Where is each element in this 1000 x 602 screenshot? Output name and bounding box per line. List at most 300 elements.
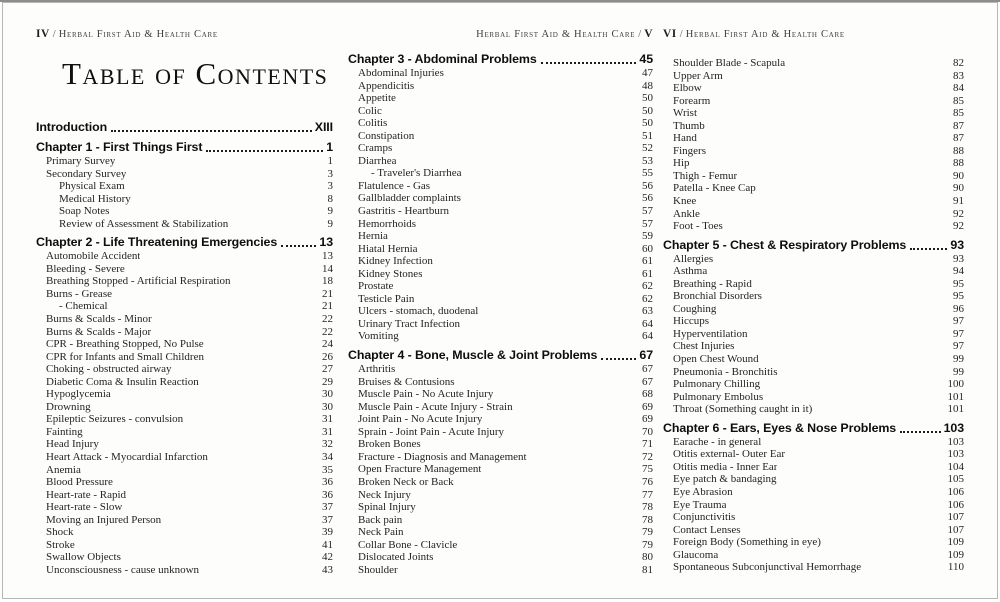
- toc-item-label: Soap Notes: [59, 205, 110, 218]
- toc-item-label: Sprain - Joint Pain - Acute Injury: [358, 425, 505, 438]
- toc-page-number: 13: [319, 235, 333, 250]
- toc-item-label: Thumb: [673, 119, 705, 132]
- toc-page-number: 45: [639, 52, 653, 66]
- toc-page-number: 101: [947, 403, 964, 416]
- toc-entry-row: [663, 486, 964, 499]
- toc-item-label: Glaucoma: [673, 548, 719, 561]
- toc-page-number: 97: [953, 340, 964, 353]
- toc-entry-row: [348, 130, 653, 143]
- toc-entry-row: [36, 205, 333, 218]
- toc-item-label: Pulmonary Chilling: [673, 378, 761, 391]
- toc-page-number: 67: [639, 348, 653, 363]
- running-header-right: [663, 28, 964, 41]
- toc-entry-row: [663, 107, 964, 120]
- toc-page-number: 37: [322, 501, 333, 514]
- toc-item-label: Otitis external- Outer Ear: [673, 448, 786, 461]
- toc-page-number: 61: [642, 267, 653, 280]
- toc-entry-row: [663, 253, 964, 266]
- toc-item-label: Eye patch & bandaging: [673, 473, 777, 486]
- toc-entry-row: [348, 426, 653, 439]
- toc-entry-row: [663, 378, 964, 391]
- toc-page-number: 69: [642, 400, 653, 413]
- toc-entry-row: [348, 67, 653, 80]
- toc-entry-row: [663, 403, 964, 416]
- toc-item-label: Open Fracture Management: [358, 463, 482, 476]
- toc-page-number: 87: [953, 132, 964, 145]
- toc-entry-row: [348, 268, 653, 281]
- toc-entry-row: [348, 192, 653, 205]
- toc-item-label: Primary Survey: [46, 155, 116, 167]
- toc-page-number: 35: [322, 463, 333, 476]
- toc-entry-row: [348, 451, 653, 464]
- toc-chapter-row: [348, 52, 653, 67]
- toc-item-label: Muscle Pain - No Acute Injury: [358, 388, 494, 401]
- toc-entry-row: [36, 514, 333, 527]
- dot-leader: [601, 358, 636, 360]
- toc-page-number: 3: [327, 180, 333, 193]
- toc-entry-row: [36, 263, 333, 276]
- toc-item-label: Ankle: [673, 207, 700, 220]
- toc-page-number: 39: [322, 526, 333, 539]
- toc-item-label: Appendicitis: [358, 79, 415, 92]
- toc-item-label: Fingers: [673, 144, 706, 157]
- toc-entry-row: [36, 539, 333, 552]
- toc-page-number: 107: [947, 511, 964, 524]
- toc-item-label: Introduction: [36, 120, 108, 134]
- running-title: Herbal First Aid & Health Care: [58, 29, 218, 40]
- running-header-middle: [348, 28, 653, 41]
- toc-item-label: Conjunctivitis: [673, 511, 736, 524]
- toc-page-number: 101: [947, 390, 964, 403]
- toc-entry-row: [348, 388, 653, 401]
- toc-entry-row: [348, 255, 653, 268]
- toc-page-number: 22: [322, 313, 333, 326]
- toc-page-number: 32: [322, 438, 333, 451]
- scan-top-edge: [0, 0, 1000, 2]
- toc-item-label: Elbow: [673, 82, 702, 95]
- toc-page-number: 30: [322, 388, 333, 401]
- toc-entry-row: [36, 351, 333, 364]
- toc-item-label: Secondary Survey: [46, 167, 127, 180]
- toc-entry-row: [36, 501, 333, 514]
- toc-page-number: 72: [642, 450, 653, 463]
- toc-entry-row: [348, 413, 653, 426]
- toc-entry-row: [348, 230, 653, 243]
- toc-entry-row: [348, 551, 653, 564]
- toc-page-number: 76: [642, 475, 653, 488]
- toc-entry-row: [348, 305, 653, 318]
- toc-entry-row: [663, 57, 964, 70]
- toc-page-number: 1: [327, 155, 333, 167]
- toc-chapter-row: [36, 235, 333, 250]
- toc-entry-row: [36, 464, 333, 477]
- toc-entry-row: [348, 80, 653, 93]
- toc-item-label: Bronchial Disorders: [673, 290, 762, 303]
- toc-item-label: Flatulence - Gas: [358, 179, 431, 192]
- toc-item-label: Chapter 5 - Chest & Respiratory Problems: [663, 237, 907, 252]
- toc-item-label: CPR for Infants and Small Children: [46, 350, 204, 363]
- toc-item-label: Unconsciousness - cause unknown: [46, 563, 200, 576]
- toc-entry-row: [663, 220, 964, 233]
- toc-page-number: 78: [642, 501, 653, 514]
- toc-item-label: Abdominal Injuries: [358, 67, 444, 79]
- toc-entry-row: [348, 526, 653, 539]
- toc-page-number: 87: [953, 119, 964, 132]
- toc-page-number: 84: [953, 82, 964, 95]
- toc-item-label: Urinary Tract Infection: [358, 317, 461, 330]
- toc-page-number: 95: [953, 277, 964, 290]
- dot-leader: [281, 245, 316, 247]
- toc-entry-row: [36, 288, 333, 301]
- toc-chapter-row: [36, 140, 333, 155]
- toc-item-label: Kidney Infection: [358, 255, 433, 268]
- toc-page-number: 31: [322, 413, 333, 426]
- toc-entry-row: [36, 338, 333, 351]
- toc-entry-row: [36, 218, 333, 231]
- toc-item-label: Hiccups: [673, 315, 710, 328]
- running-title: Herbal First Aid & Health Care: [476, 29, 636, 40]
- toc-page-number: 62: [642, 292, 653, 305]
- toc-page-number: 52: [642, 142, 653, 155]
- toc-page-number: 95: [953, 290, 964, 303]
- dot-leader: [910, 248, 947, 250]
- toc-page-number: 94: [953, 265, 964, 278]
- toc-page-number: 53: [642, 154, 653, 167]
- toc-entry-row: [36, 363, 333, 376]
- toc-entry-row: [36, 275, 333, 288]
- toc-entry-row: [36, 476, 333, 489]
- toc-entry-row: [36, 326, 333, 339]
- toc-item-label: Hip: [673, 157, 690, 170]
- toc-entry-row: [36, 180, 333, 193]
- toc-entry-row: [36, 438, 333, 451]
- toc-page-number: 85: [953, 94, 964, 107]
- toc-entry-row: [348, 92, 653, 105]
- toc-item-label: Diabetic Coma & Insulin Reaction: [46, 375, 199, 388]
- toc-page-number: 103: [947, 435, 964, 448]
- toc-page-number: 91: [953, 195, 964, 208]
- toc-item-label: Dislocated Joints: [358, 551, 434, 564]
- toc-entry-row: [348, 330, 653, 343]
- toc-item-label: Burns & Scalds - Major: [46, 325, 152, 338]
- toc-page-number: 67: [642, 375, 653, 388]
- toc-item-label: Upper Arm: [673, 69, 723, 82]
- toc-list-3: [663, 57, 964, 574]
- toc-page-number: 93: [953, 252, 964, 265]
- toc-entry-row: [348, 401, 653, 414]
- toc-entry-row: [36, 250, 333, 263]
- toc-entry-row: [348, 117, 653, 130]
- toc-item-label: Fainting: [46, 425, 83, 438]
- toc-entry-row: [663, 499, 964, 512]
- toc-page-number: 9: [327, 205, 333, 218]
- toc-item-label: Anemia: [46, 463, 81, 476]
- toc-entry-row: [663, 391, 964, 404]
- toc-entry-row: [36, 401, 333, 414]
- toc-chapter-row: [663, 421, 964, 436]
- toc-entry-row: [348, 167, 653, 180]
- toc-page-number: 107: [947, 523, 964, 536]
- toc-item-label: Chapter 1 - First Things First: [36, 140, 203, 154]
- toc-item-label: Diarrhea: [358, 154, 397, 167]
- dot-leader: [206, 150, 323, 152]
- toc-item-label: Ulcers - stomach, duodenal: [358, 305, 479, 318]
- toc-column-2: [348, 28, 653, 576]
- dot-leader: [111, 130, 312, 132]
- toc-page-number: 36: [322, 476, 333, 489]
- toc-page-number: 99: [953, 365, 964, 378]
- toc-item-label: Eye Trauma: [673, 498, 727, 511]
- toc-page-number: 92: [953, 220, 964, 233]
- toc-entry-row: [663, 195, 964, 208]
- toc-page-number: 48: [642, 79, 653, 92]
- toc-entry-row: [663, 448, 964, 461]
- toc-item-label: Neck Pain: [358, 526, 404, 539]
- toc-page-number: 14: [322, 262, 333, 275]
- toc-item-label: Pulmonary Embolus: [673, 390, 764, 403]
- toc-page-number: 60: [642, 242, 653, 255]
- toc-page-number: 62: [642, 280, 653, 293]
- toc-entry-row: [348, 243, 653, 256]
- toc-item-label: CPR - Breathing Stopped, No Pulse: [46, 338, 204, 351]
- toc-entry-row: [36, 155, 333, 168]
- toc-chapter-row: [36, 120, 333, 135]
- toc-item-label: Collar Bone - Clavicle: [358, 538, 458, 551]
- dot-leader: [541, 62, 637, 64]
- toc-entry-row: [348, 489, 653, 502]
- toc-page-number: 80: [642, 551, 653, 564]
- toc-item-label: Neck Injury: [358, 488, 411, 501]
- toc-entry-row: [348, 564, 653, 577]
- toc-page-number: 93: [950, 237, 964, 252]
- toc-item-label: Chapter 3 - Abdominal Problems: [348, 52, 537, 66]
- toc-item-label: Broken Bones: [358, 438, 421, 451]
- toc-page-number: 106: [947, 498, 964, 511]
- toc-page-number: 78: [642, 513, 653, 526]
- toc-item-label: Moving an Injured Person: [46, 513, 162, 526]
- toc-item-label: - Traveler's Diarrhea: [371, 167, 462, 180]
- toc-page-number: 55: [642, 167, 653, 180]
- toc-page-number: 41: [322, 538, 333, 551]
- toc-page-number: 79: [642, 538, 653, 551]
- toc-item-label: Epileptic Seizures - convulsion: [46, 413, 184, 426]
- toc-entry-row: [663, 366, 964, 379]
- toc-entry-row: [663, 290, 964, 303]
- header-separator: /: [638, 29, 642, 40]
- toc-entry-row: [36, 564, 333, 577]
- toc-item-label: Heart Attack - Myocardial Infarction: [46, 451, 208, 464]
- toc-item-label: Fracture - Diagnosis and Management: [358, 450, 527, 463]
- toc-entry-row: [663, 561, 964, 574]
- toc-page-number: 83: [953, 69, 964, 82]
- toc-item-label: Choking - obstructed airway: [46, 363, 172, 376]
- toc-entry-row: [36, 551, 333, 564]
- toc-entry-row: [348, 142, 653, 155]
- toc-page-number: 24: [322, 338, 333, 351]
- toc-item-label: Allergies: [673, 252, 714, 265]
- toc-item-label: Chest Injuries: [673, 340, 735, 353]
- toc-entry-row: [348, 293, 653, 306]
- toc-item-label: Chapter 2 - Life Threatening Emergencies: [36, 235, 278, 250]
- toc-item-label: Muscle Pain - Acute Injury - Strain: [358, 400, 513, 413]
- toc-item-label: Knee: [673, 195, 697, 208]
- toc-item-label: Pneumonia - Bronchitis: [673, 365, 778, 378]
- toc-item-label: Broken Neck or Back: [358, 475, 454, 488]
- toc-entry-row: [663, 182, 964, 195]
- toc-item-label: Asthma: [673, 265, 708, 278]
- toc-entry-row: [663, 303, 964, 316]
- toc-entry-row: [663, 315, 964, 328]
- toc-page-number: 18: [322, 275, 333, 288]
- toc-item-label: Patella - Knee Cap: [673, 182, 756, 195]
- toc-entry-row: [663, 353, 964, 366]
- toc-page-number: 47: [642, 67, 653, 79]
- toc-item-label: Colic: [358, 104, 382, 117]
- toc-list-2: [348, 52, 653, 576]
- toc-item-label: Bleeding - Severe: [46, 262, 125, 275]
- toc-item-label: Hypoglycemia: [46, 388, 111, 401]
- toc-item-label: Eye Abrasion: [673, 485, 733, 498]
- toc-page-number: 34: [322, 451, 333, 464]
- toc-entry-row: [663, 145, 964, 158]
- toc-item-label: Swallow Objects: [46, 551, 121, 564]
- toc-page-number: 104: [947, 460, 964, 473]
- toc-page-number: 56: [642, 179, 653, 192]
- toc-page-number: 90: [953, 182, 964, 195]
- toc-page-number: 106: [947, 485, 964, 498]
- toc-entry-row: [36, 193, 333, 206]
- toc-item-label: Hernia: [358, 230, 388, 243]
- toc-entry-row: [36, 313, 333, 326]
- toc-item-label: Review of Assessment & Stabilization: [59, 217, 229, 230]
- toc-column-3: [663, 28, 964, 574]
- running-header-left: [36, 28, 333, 41]
- toc-item-label: Cramps: [358, 142, 393, 155]
- toc-page-number: 43: [322, 563, 333, 576]
- toc-item-label: Chapter 4 - Bone, Muscle & Joint Problems: [348, 348, 598, 363]
- toc-entry-row: [348, 514, 653, 527]
- toc-page-number: 61: [642, 255, 653, 268]
- toc-item-label: Otitis media - Inner Ear: [673, 460, 778, 473]
- toc-page-number: 77: [642, 488, 653, 501]
- toc-page-number: 97: [953, 327, 964, 340]
- toc-entry-row: [663, 95, 964, 108]
- toc-item-label: Arthritis: [358, 363, 396, 376]
- toc-page-number: 75: [642, 463, 653, 476]
- toc-item-label: Colitis: [358, 117, 388, 130]
- toc-entry-row: [36, 300, 333, 313]
- toc-item-label: Shoulder: [358, 563, 398, 576]
- toc-page-number: 67: [642, 363, 653, 376]
- toc-item-label: Physical Exam: [59, 180, 125, 193]
- toc-page-number: 27: [322, 363, 333, 376]
- toc-page-number: 109: [947, 548, 964, 561]
- toc-page-number: 90: [953, 169, 964, 182]
- toc-chapter-row: [348, 348, 653, 363]
- toc-entry-row: [36, 413, 333, 426]
- toc-entry-row: [348, 280, 653, 293]
- toc-entry-row: [663, 278, 964, 291]
- toc-page-number: 96: [953, 302, 964, 315]
- toc-item-label: Head Injury: [46, 438, 99, 451]
- toc-page-number: 100: [947, 378, 964, 391]
- toc-page-number: 71: [642, 438, 653, 451]
- toc-item-label: Joint Pain - No Acute Injury: [358, 413, 483, 426]
- toc-entry-row: [663, 328, 964, 341]
- toc-page-number: 26: [322, 350, 333, 363]
- toc-page-number: 103: [943, 420, 964, 435]
- running-title: Herbal First Aid & Health Care: [685, 29, 845, 40]
- toc-entry-row: [663, 265, 964, 278]
- toc-page-number: 63: [642, 305, 653, 318]
- toc-page-number: XIII: [314, 120, 333, 134]
- toc-page-number: 13: [322, 250, 333, 263]
- folio-number: VI: [663, 28, 677, 40]
- toc-entry-row: [663, 436, 964, 449]
- toc-list-1: [36, 120, 333, 577]
- toc-item-label: Appetite: [358, 92, 396, 105]
- toc-item-label: Thigh - Femur: [673, 169, 738, 182]
- toc-entry-row: [348, 318, 653, 331]
- toc-item-label: Foreign Body (Something in eye): [673, 536, 821, 549]
- toc-item-label: Contact Lenses: [673, 523, 741, 536]
- toc-item-label: Medical History: [59, 192, 131, 205]
- toc-item-label: Automobile Accident: [46, 250, 141, 263]
- toc-page-number: 42: [322, 551, 333, 564]
- toc-page-number: 88: [953, 157, 964, 170]
- toc-item-label: Kidney Stones: [358, 267, 423, 280]
- toc-entry-row: [348, 155, 653, 168]
- toc-item-label: Heart-rate - Slow: [46, 501, 123, 514]
- toc-page-number: 85: [953, 107, 964, 120]
- toc-page-number: 36: [322, 488, 333, 501]
- toc-entry-row: [663, 120, 964, 133]
- folio-number: V: [644, 28, 653, 40]
- toc-entry-row: [36, 168, 333, 181]
- toc-title: Table of Contents: [62, 56, 329, 91]
- toc-page-number: 109: [947, 536, 964, 549]
- toc-page-number: 81: [642, 563, 653, 576]
- toc-page-number: 50: [642, 117, 653, 130]
- toc-item-label: Breathing - Rapid: [673, 277, 752, 290]
- toc-column-1: [36, 28, 333, 577]
- toc-item-label: Hemorrhoids: [358, 217, 417, 230]
- toc-page-number: 29: [322, 375, 333, 388]
- dot-leader: [900, 431, 941, 433]
- toc-item-label: Spinal Injury: [358, 501, 416, 514]
- toc-page-number: 9: [327, 217, 333, 230]
- toc-entry-row: [663, 157, 964, 170]
- toc-entry-row: [348, 463, 653, 476]
- toc-item-label: Testicle Pain: [358, 292, 415, 305]
- toc-item-label: Spontaneous Subconjunctival Hemorrhage: [673, 561, 862, 574]
- toc-page-number: 51: [642, 129, 653, 142]
- toc-page-number: 68: [642, 388, 653, 401]
- toc-page-number: 50: [642, 104, 653, 117]
- toc-entry-row: [348, 218, 653, 231]
- toc-item-label: Open Chest Wound: [673, 353, 759, 366]
- toc-entry-row: [348, 205, 653, 218]
- toc-item-label: Hiatal Hernia: [358, 242, 418, 255]
- toc-page-number: 70: [642, 425, 653, 438]
- toc-page-number: 110: [947, 561, 964, 574]
- toc-item-label: Coughing: [673, 302, 717, 315]
- toc-item-label: Gallbladder complaints: [358, 192, 461, 205]
- toc-entry-row: [663, 340, 964, 353]
- toc-item-label: Heart-rate - Rapid: [46, 488, 127, 501]
- toc-page-number: 3: [327, 167, 333, 180]
- toc-item-label: Burns & Scalds - Minor: [46, 313, 152, 326]
